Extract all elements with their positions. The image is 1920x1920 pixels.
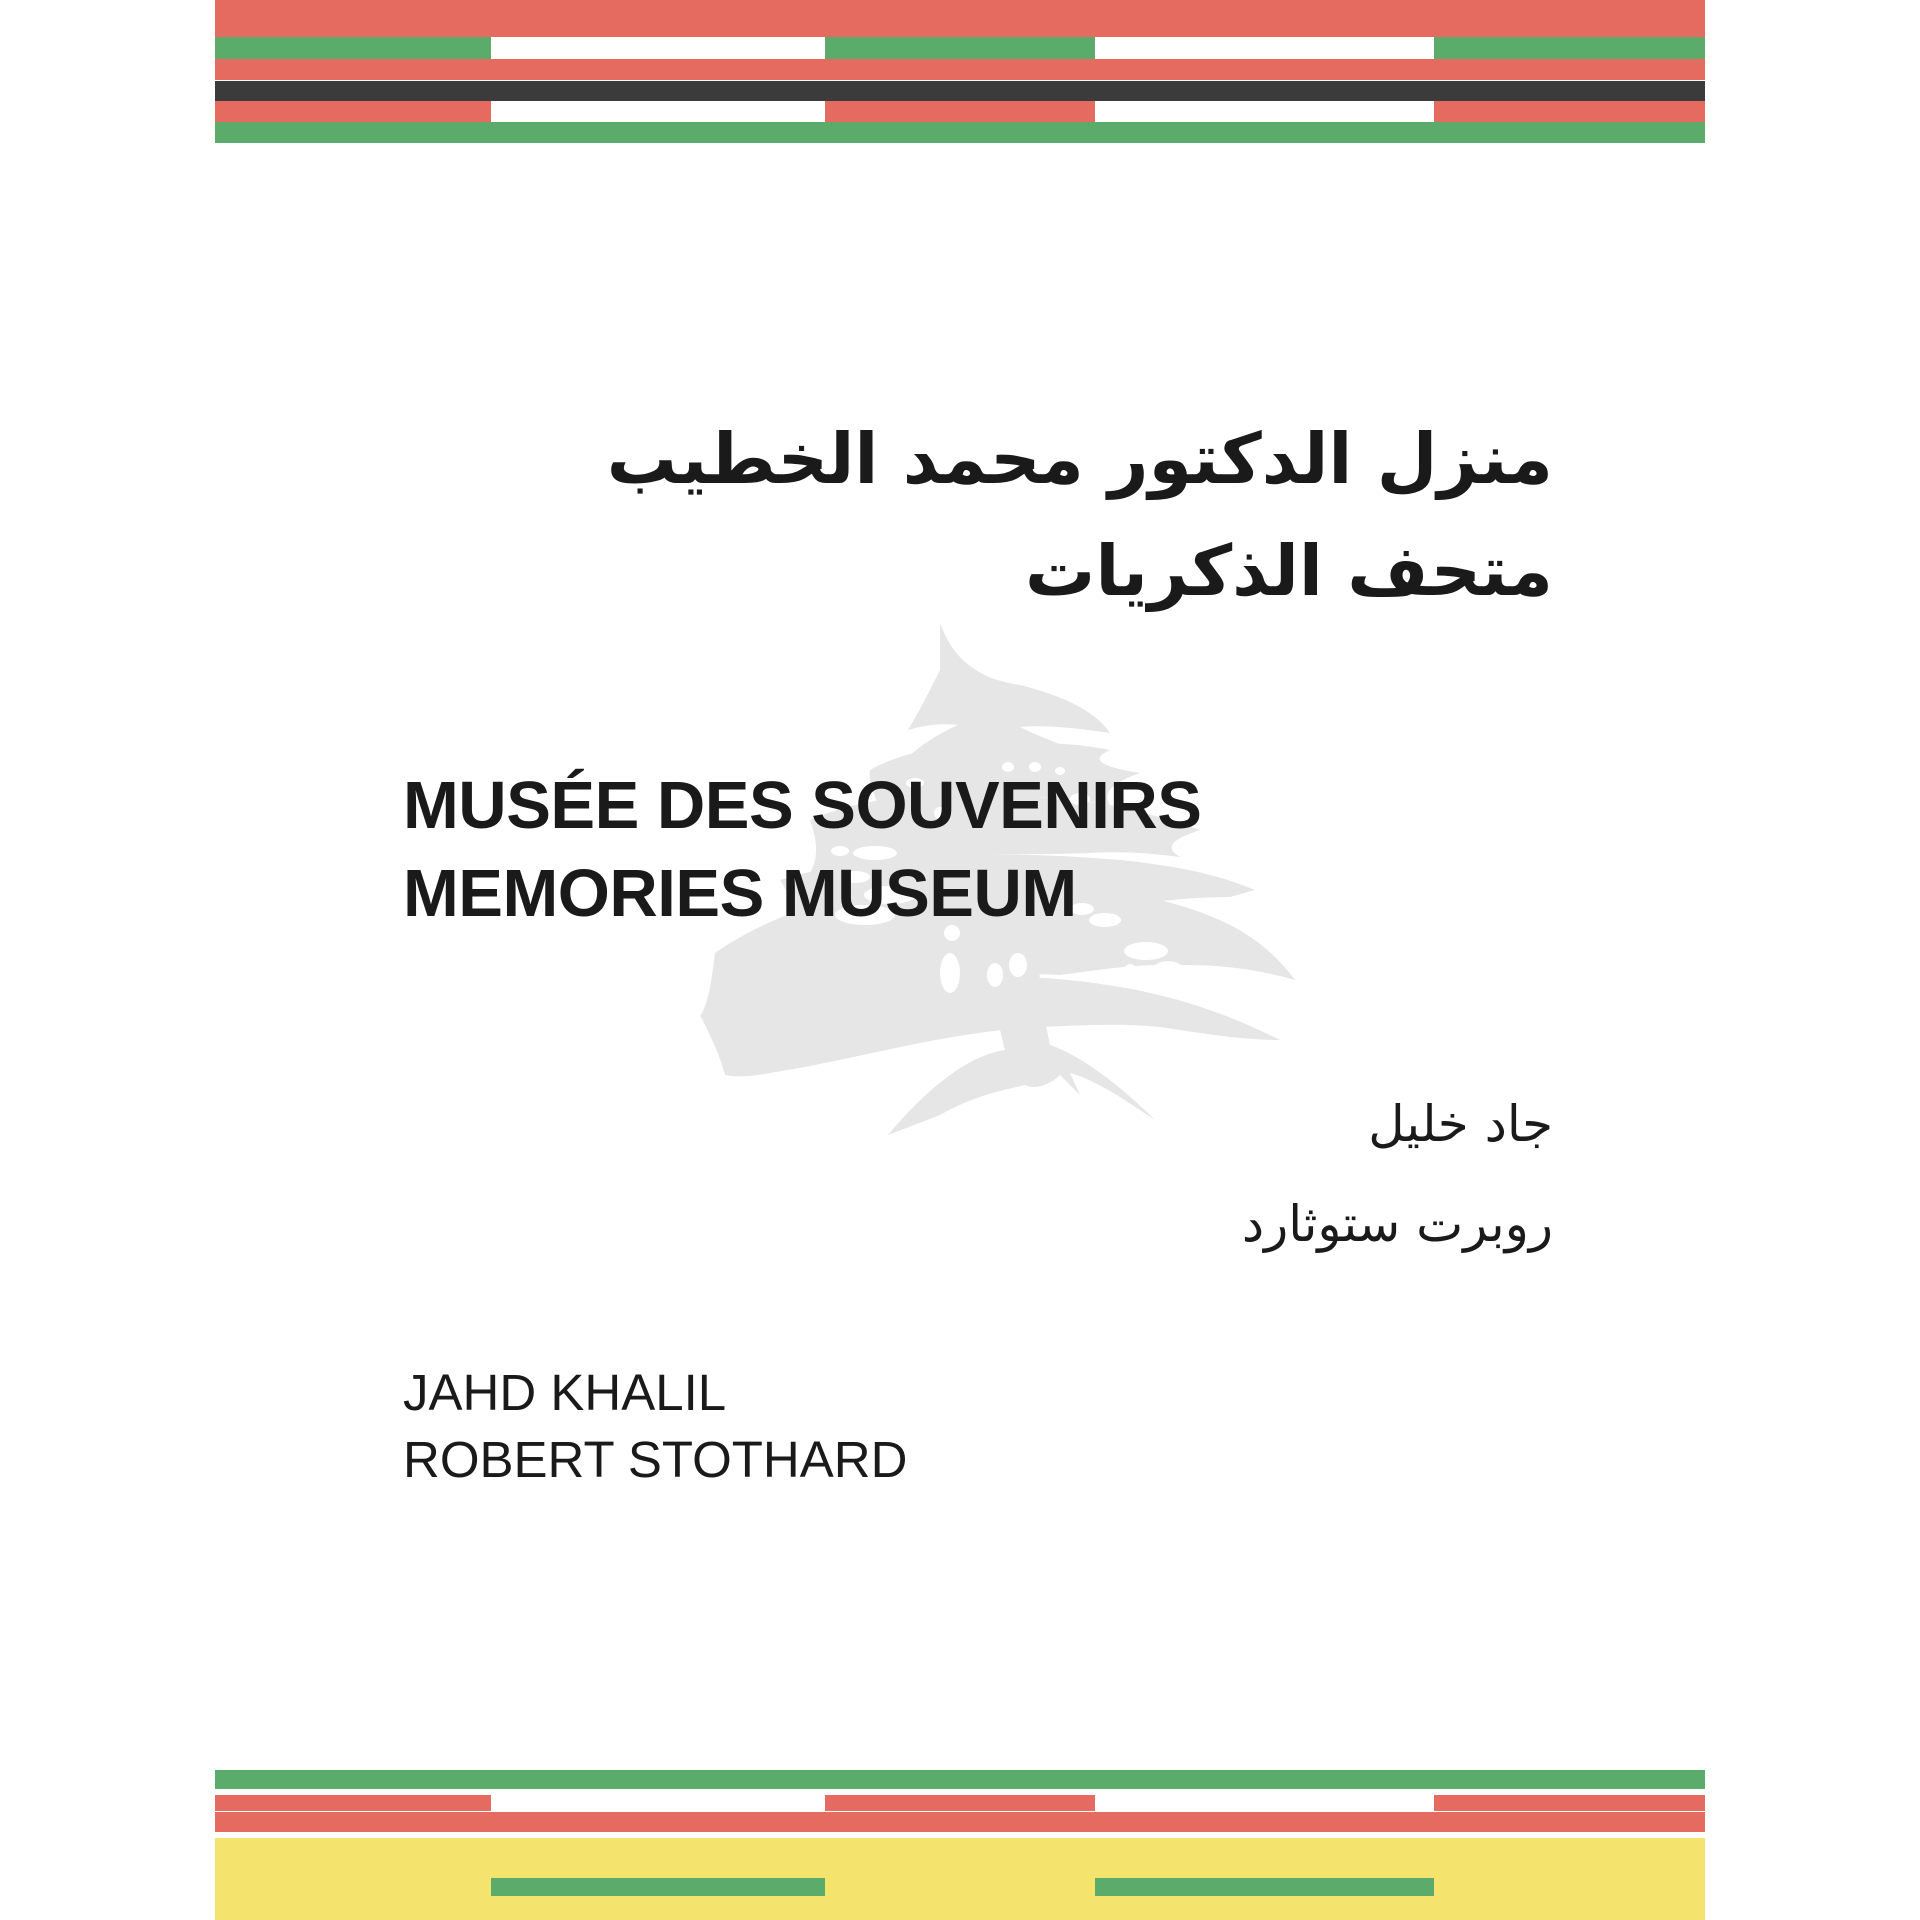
bottom-red-block-3 — [1434, 1795, 1705, 1811]
top-dark-stripe — [215, 81, 1705, 101]
arabic-author-2: روبرت ستوثارد — [1241, 1195, 1553, 1253]
bottom-red-block-2 — [825, 1795, 1095, 1811]
title-line-2: MEMORIES MUSEUM — [403, 856, 1077, 931]
bottom-red-stripe — [215, 1812, 1705, 1832]
top-border — [215, 0, 1705, 145]
bottom-red-block-1 — [215, 1795, 491, 1811]
top-red-stripe-1 — [215, 0, 1705, 37]
arabic-title-line-2: متحف الذكريات — [1025, 530, 1553, 612]
top-green-block-2 — [825, 37, 1095, 59]
bottom-green-stripe — [215, 1770, 1705, 1789]
bottom-yellow-band — [215, 1838, 1705, 1920]
arabic-authors — [1242, 1074, 1553, 1274]
arabic-title-line-1: منزل الدكتور محمد الخطيب — [606, 418, 1553, 500]
top-green-stripe — [215, 122, 1705, 143]
author-1: JAHD KHALIL — [403, 1364, 727, 1421]
title — [403, 762, 1201, 938]
top-red-stripe-2 — [215, 59, 1705, 80]
title-line-1: MUSÉE DES SOUVENIRS — [403, 768, 1202, 843]
bottom-green-block-1 — [491, 1878, 825, 1896]
top-green-block-1 — [215, 37, 491, 59]
top-red-block-3 — [1434, 101, 1705, 122]
author-2: ROBERT STOTHARD — [403, 1431, 908, 1488]
arabic-title — [607, 403, 1553, 627]
bottom-border — [215, 1770, 1705, 1920]
authors — [403, 1359, 907, 1493]
top-green-block-3 — [1434, 37, 1705, 59]
arabic-author-1: جاد خليل — [1368, 1095, 1553, 1153]
top-red-block-2 — [825, 101, 1095, 122]
bottom-green-block-2 — [1095, 1878, 1434, 1896]
top-red-block-1 — [215, 101, 491, 122]
